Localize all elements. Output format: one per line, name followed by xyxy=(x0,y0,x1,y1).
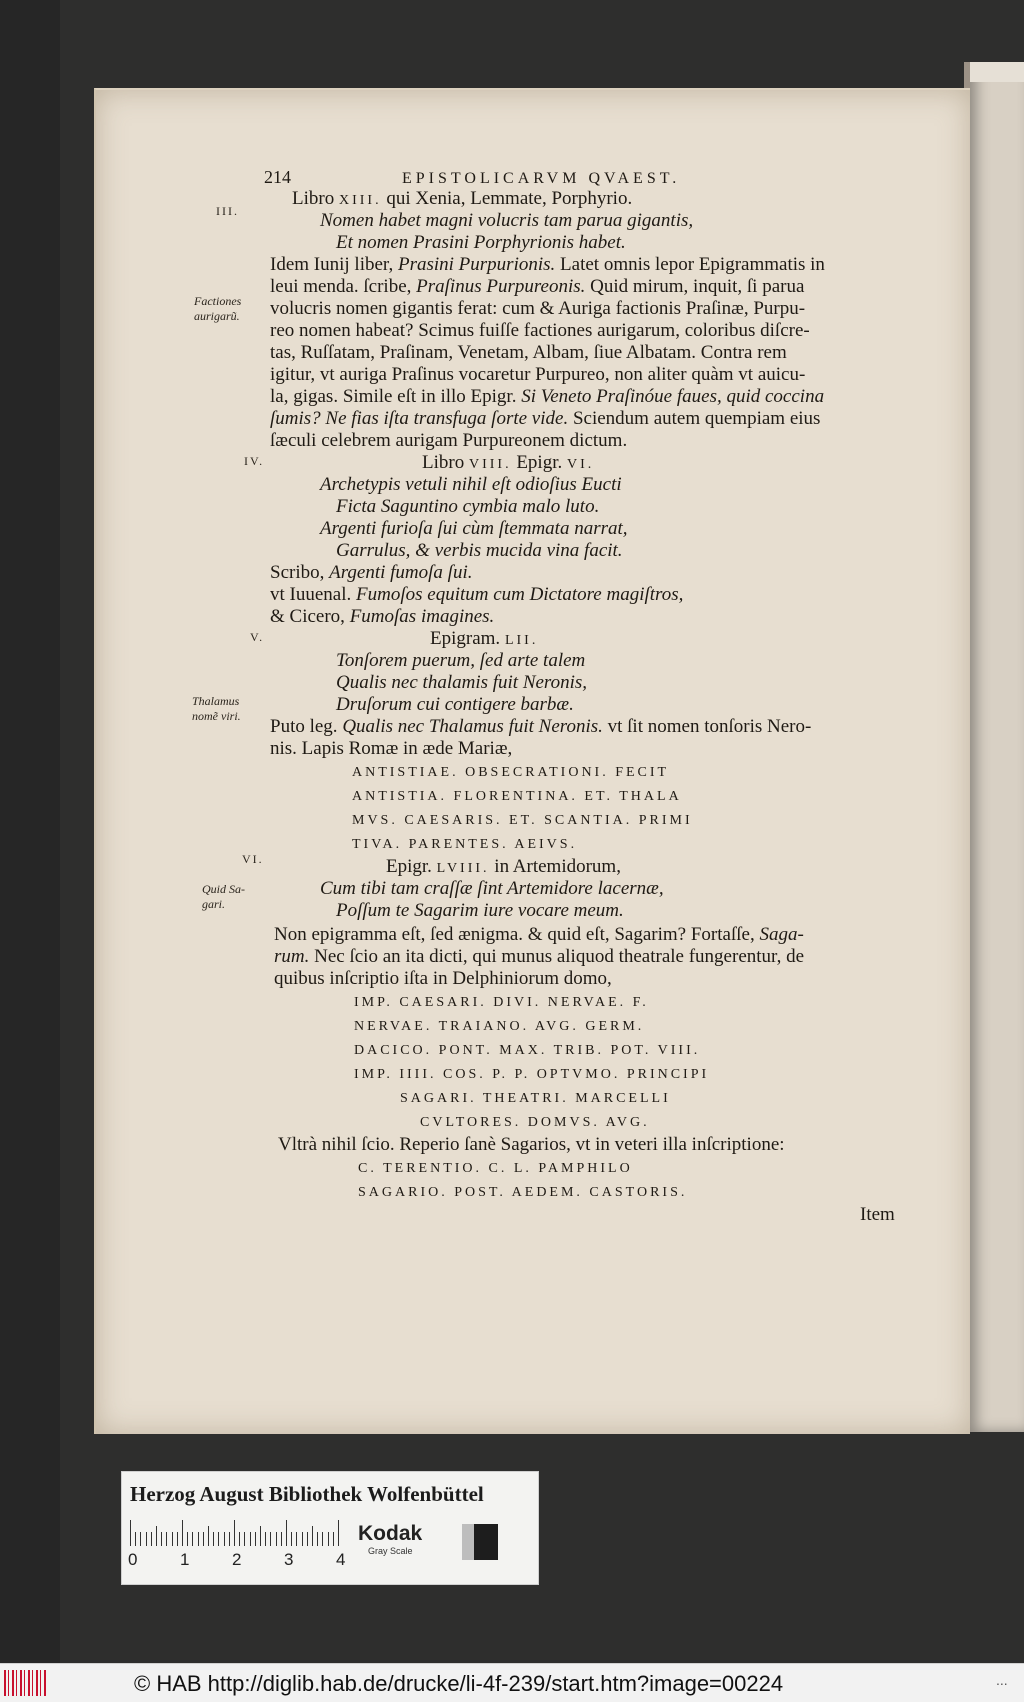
inscription-line: ANTISTIA. FLORENTINA. ET. THALA xyxy=(352,789,682,804)
text-line: igitur, vt auriga Praſinus vocaretur Purpureo, non aliter quàm vt auicu- xyxy=(270,364,806,385)
ruler-tick xyxy=(307,1532,308,1546)
ruler-tick xyxy=(182,1520,183,1546)
verse-line: Cum tibi tam craſſæ ſint Artemidore lacernæ, xyxy=(320,878,664,899)
ruler-tick xyxy=(276,1532,277,1546)
ruler-tick xyxy=(317,1532,318,1546)
ruler-tick xyxy=(156,1526,157,1546)
margin-note: Quid Sa- gari. xyxy=(202,882,245,911)
ruler-tick xyxy=(198,1532,199,1546)
ruler-tick xyxy=(161,1532,162,1546)
ruler-tick xyxy=(281,1532,282,1546)
inscription-line: MVS. CAESARIS. ET. SCANTIA. PRIMI xyxy=(352,813,693,828)
ruler-tick xyxy=(296,1532,297,1546)
ruler-tick xyxy=(244,1532,245,1546)
hab-logo-icon xyxy=(4,1670,46,1696)
ruler-tick xyxy=(140,1532,141,1546)
page-number: 214 xyxy=(264,167,291,187)
footer-bar xyxy=(0,1663,1024,1702)
text-line: quibus inſcriptio iſta in Delphiniorum domo, xyxy=(274,968,612,989)
text-line: volucris nomen gigantis ferat: cum & Auriga factionis Praſinæ, Purpu- xyxy=(270,298,806,319)
margin-number: III. xyxy=(216,204,239,218)
ruler-tick xyxy=(286,1520,287,1546)
verse-line: Tonſorem puerum, ſed arte talem xyxy=(336,650,586,671)
ruler-tick xyxy=(333,1532,334,1546)
ruler-tick xyxy=(192,1532,193,1546)
text-line: Vltrà nihil ſcio. Reperio ſanè Sagarios, vt in veteri illa inſcriptione: xyxy=(278,1134,785,1155)
ruler-tick xyxy=(260,1526,261,1546)
verse-line: Qualis nec thalamis fuit Neronis, xyxy=(336,672,588,693)
ruler-tick xyxy=(213,1532,214,1546)
ruler-digit: 2 xyxy=(232,1550,242,1569)
book-page xyxy=(94,88,970,1434)
ruler-tick xyxy=(255,1532,256,1546)
margin-note: Thalamus nomẽ viri. xyxy=(192,694,241,723)
verse-line: Nomen habet magni volucris tam parua gigantis, xyxy=(320,210,694,231)
ruler-tick xyxy=(265,1532,266,1546)
ruler-tick xyxy=(322,1532,323,1546)
inscription-line: SAGARIO. POST. AEDEM. CASTORIS. xyxy=(358,1185,688,1200)
ruler-tick xyxy=(203,1532,204,1546)
ruler-tick xyxy=(234,1520,235,1546)
margin-number: V. xyxy=(250,630,265,644)
verse-line: Garrulus, & verbis mucida vina facit. xyxy=(336,540,623,561)
ruler-scale xyxy=(130,1520,338,1546)
ruler-tick xyxy=(224,1532,225,1546)
ruler-tick xyxy=(146,1532,147,1546)
ruler-tick xyxy=(177,1532,178,1546)
inscription-line: CVLTORES. DOMVS. AVG. xyxy=(420,1115,650,1130)
text-line: rum. Nec ſcio an ita dicti, qui munus aliquod theatrale fungerentur, de xyxy=(274,946,805,967)
scan-dark-edge xyxy=(0,0,60,1663)
text-line: reo nomen habeat? Scimus fuiſſe factiones aurigarum, coloribus diſcre- xyxy=(270,320,810,341)
ruler-tick xyxy=(239,1532,240,1546)
inscription-line: SAGARI. THEATRI. MARCELLI xyxy=(400,1091,671,1106)
text-line: nis. Lapis Romæ in æde Mariæ, xyxy=(270,738,513,759)
ruler-tick xyxy=(312,1526,313,1546)
footer-more-icon[interactable]: ... xyxy=(996,1672,1008,1688)
text-line: tas, Ruſſatam, Praſinam, Venetam, Albam, ſiue Albatam. Contra rem xyxy=(270,342,787,363)
ruler-tick xyxy=(135,1532,136,1546)
ruler-tick xyxy=(302,1532,303,1546)
inscription-line: IMP. CAESARI. DIVI. NERVAE. F. xyxy=(354,995,649,1010)
ruler-digit: 4 xyxy=(336,1550,346,1569)
gray-patch xyxy=(462,1524,498,1560)
verse-line: Poſſum te Sagarim iure vocare meum. xyxy=(336,900,624,921)
ruler-tick xyxy=(166,1532,167,1546)
footer-copyright-url[interactable]: © HAB http://diglib.hab.de/drucke/li-4f-239/start.htm?image=00224 xyxy=(134,1671,784,1696)
ruler-tick xyxy=(130,1520,131,1546)
section-heading: Libro VIII. Epigr. VI. xyxy=(422,452,595,473)
verse-line: Ficta Saguntino cymbia malo luto. xyxy=(336,496,600,517)
ruler-tick xyxy=(328,1532,329,1546)
text-line: Non epigramma eſt, ſed ænigma. & quid eſt, Sagarim? Fortaſſe, Saga- xyxy=(274,924,804,945)
verse-line: Argenti furioſa ſui cùm ſtemmata narrat, xyxy=(320,518,628,539)
ruler-tick xyxy=(250,1532,251,1546)
ruler-tick xyxy=(218,1532,219,1546)
catchword: Item xyxy=(860,1204,895,1225)
ruler-tick xyxy=(172,1532,173,1546)
inscription-line: C. TERENTIO. C. L. PAMPHILO xyxy=(358,1161,633,1176)
margin-note: Factiones aurigarũ. xyxy=(194,294,242,323)
margin-number: IV. xyxy=(244,454,265,468)
ruler-tick xyxy=(270,1532,271,1546)
inscription-line: TIVA. PARENTES. AEIVS. xyxy=(352,837,578,852)
text-line: Puto leg. Qualis nec Thalamus fuit Neronis. vt ſit nomen tonſoris Nero- xyxy=(270,716,812,737)
gray-scale-label: Gray Scale xyxy=(368,1546,413,1556)
inscription-line: NERVAE. TRAIANO. AVG. GERM. xyxy=(354,1019,645,1034)
inscription-line: IMP. IIII. COS. P. P. OPTVMO. PRINCIPI xyxy=(354,1067,710,1082)
ruler-digit: 1 xyxy=(180,1550,190,1569)
text-line: & Cicero, Fumoſas imagines. xyxy=(270,606,495,627)
ruler-tick xyxy=(151,1532,152,1546)
ruler-tick xyxy=(229,1532,230,1546)
text-line: Idem Iunij liber, Prasini Purpurionis. Latet omnis lepor Epigrammatis in xyxy=(270,254,825,275)
ruler-digit: 0 xyxy=(128,1550,138,1569)
text-line: la, gigas. Simile eſt in illo Epigr. Si Veneto Praſinóue faues, quid coccina xyxy=(270,386,825,407)
text-line: ſumis? Ne fias iſta transfuga ſorte vide. Sciendum autem quempiam eius xyxy=(270,408,821,429)
ruler-tick xyxy=(187,1532,188,1546)
ruler-digit: 3 xyxy=(284,1550,294,1569)
ruler-tick xyxy=(208,1526,209,1546)
text-line: leui menda. ſcribe, Praſinus Purpureonis. Quid mirum, inquit, ſi parua xyxy=(270,276,805,297)
section-heading: Epigr. LVIII. in Artemidorum, xyxy=(386,856,621,877)
inscription-line: DACICO. PONT. MAX. TRIB. POT. VIII. xyxy=(354,1043,701,1058)
color-scale-card xyxy=(121,1471,539,1585)
inscription-line: ANTISTIAE. OBSECRATIONI. FECIT xyxy=(352,765,670,780)
adjacent-page-edge xyxy=(968,62,1024,1432)
ruler-tick xyxy=(338,1520,339,1546)
verse-line: Et nomen Prasini Porphyrionis habet. xyxy=(336,232,626,253)
section-heading: Epigram. LII. xyxy=(430,628,539,649)
running-head: EPISTOLICARVM QVAEST. xyxy=(402,170,681,187)
kodak-logo: Kodak xyxy=(358,1522,423,1545)
library-name: Herzog August Bibliothek Wolfenbüttel xyxy=(130,1482,484,1506)
text-line: Scribo, Argenti fumoſa ſui. xyxy=(270,562,473,583)
verse-line: Archetypis vetuli nihil eſt odioſius Eucti xyxy=(320,474,622,495)
verse-line: Druſorum cui contigere barbæ. xyxy=(336,694,574,715)
text-line: vt Iuuenal. Fumoſos equitum cum Dictatore magiſtros, xyxy=(270,584,684,605)
text-line: ſæculi celebrem aurigam Purpureonem dictum. xyxy=(270,430,628,451)
margin-number: VI. xyxy=(242,852,264,866)
text-line: Libro XIII. qui Xenia, Lemmate, Porphyrio. xyxy=(292,188,633,209)
ruler-tick xyxy=(291,1532,292,1546)
